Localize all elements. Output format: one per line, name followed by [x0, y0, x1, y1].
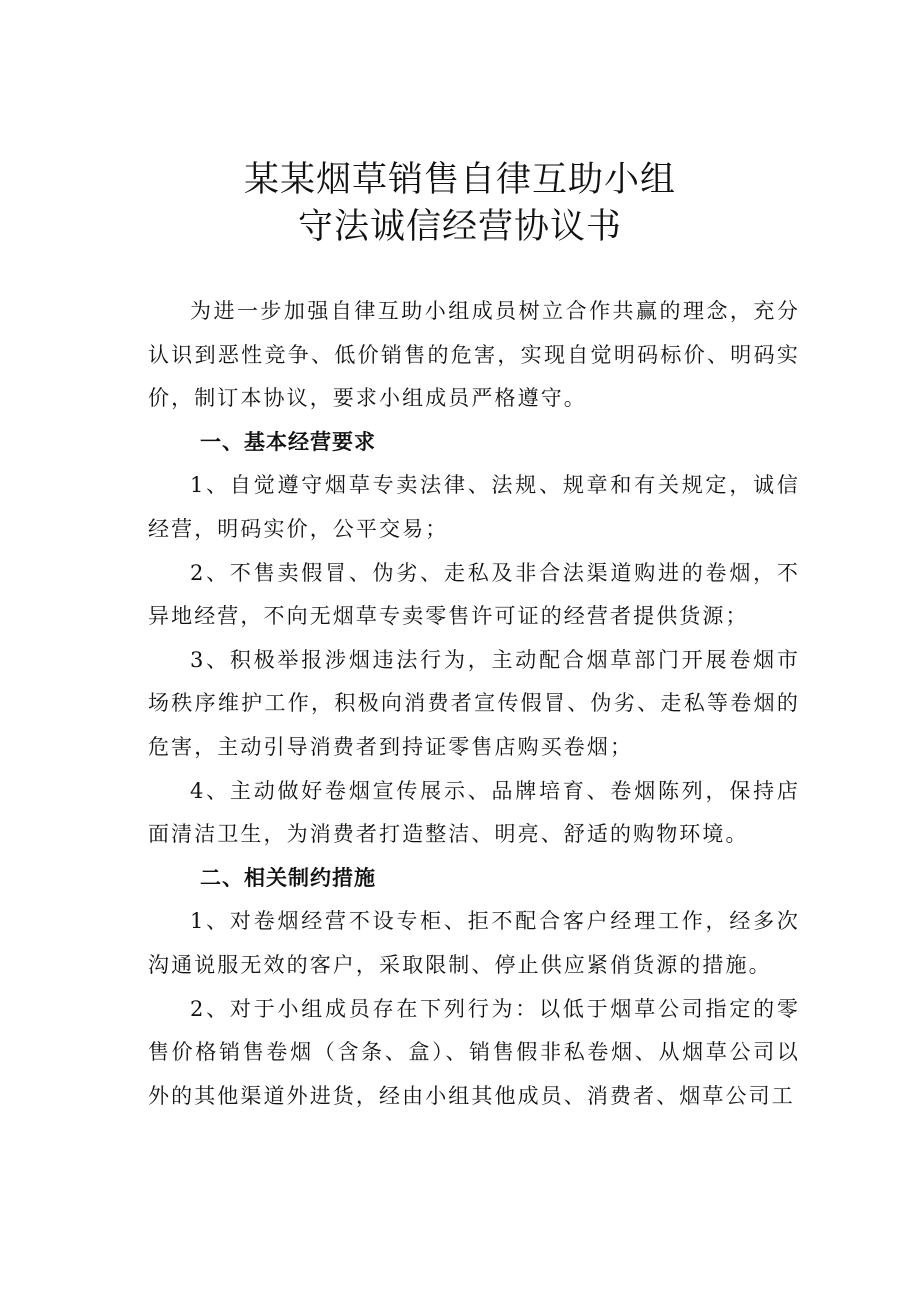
- section-heading-restriction-measures: 二、相关制约措施: [200, 865, 376, 890]
- requirement-item-2: 2、不售卖假冒、伪劣、走私及非合法渠道购进的卷烟，不异地经营，不向无烟草专卖零售许可证的经营者提供货源；: [148, 560, 800, 629]
- intro-paragraph: 为进一步加强自律互助小组成员树立合作共赢的理念，充分认识到恶性竞争、低价销售的危害，实现自觉明码标价、明码实价，制订本协议，要求小组成员严格遵守。: [148, 299, 800, 411]
- requirement-item-4: 4、主动做好卷烟宣传展示、品牌培育、卷烟陈列，保持店面清洁卫生，为消费者打造整洁、明亮、舒适的购物环境。: [148, 778, 800, 847]
- document-body: [148, 290, 800, 1118]
- measure-item-2: 2、对于小组成员存在下列行为：以低于烟草公司指定的零售价格销售卷烟（含条、盒）、销售假非私卷烟、从烟草公司以外的其他渠道外进货，经由小组其他成员、消费者、烟草公司工: [148, 996, 800, 1108]
- document-title-line-1: 某某烟草销售自律互助小组: [243, 160, 676, 200]
- section-heading-basic-requirements: 一、基本经营要求: [200, 429, 376, 454]
- document-title-line-2: 守法诚信经营协议书: [297, 207, 622, 247]
- requirement-item-1: 1、自觉遵守烟草专卖法律、法规、规章和有关规定，诚信经营，明码实价，公平交易；: [148, 473, 800, 541]
- measure-item-1: 1、对卷烟经营不设专柜、拒不配合客户经理工作，经多次沟通说服无效的客户，采取限制、停止供应紧俏货源的措施。: [148, 909, 800, 977]
- requirement-item-3: 3、积极举报涉烟违法行为，主动配合烟草部门开展卷烟市场秩序维护工作，积极向消费者宣传假冒、伪劣、走私等卷烟的危害，主动引导消费者到持证零售店购买卷烟；: [148, 647, 800, 759]
